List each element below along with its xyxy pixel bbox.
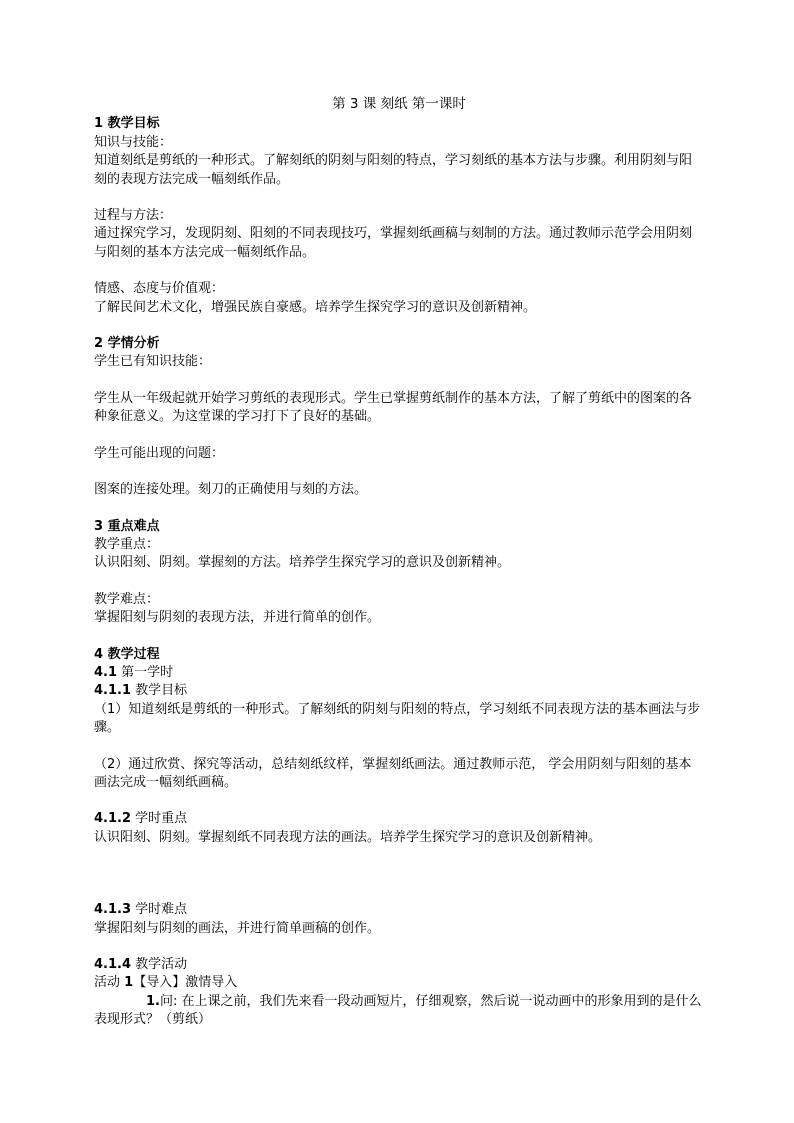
section-title: 教学过程 (107, 646, 160, 662)
activity-heading (94, 974, 704, 992)
section-number: 3 (94, 518, 104, 534)
activity-title: 【导入】激情导入 (133, 975, 238, 991)
paragraph-problem: 图案的连接处理。刻刀的正确使用与刻的方法。 (94, 482, 368, 498)
label-emotion: 情感、态度与价值观： (94, 281, 225, 297)
question-number: 1. (146, 993, 160, 1009)
paragraph-process: 通过探究学习，发现阴刻、阳刻的不同表现技巧，掌握刻纸画稿与刻制的方法。通过教师示范学会用阴刻与阳刻的基本方法完成一幅刻纸作品。 (94, 226, 693, 260)
question-paragraph (94, 993, 704, 1030)
label-key: 教学重点： (94, 536, 160, 552)
label-known: 学生已有知识技能： (94, 354, 212, 370)
subsection-title: 学时重点 (135, 811, 188, 827)
section-title: 教学目标 (107, 116, 160, 132)
question-text: 问: 在上课之前，我们先来看一段动画短片，仔细观察，然后说一说动画中的形象用到的是什么表现形式？（剪纸） (94, 993, 702, 1028)
section-number: 2 (94, 336, 104, 352)
document-page (94, 95, 704, 1030)
subsection-title: 第一学时 (121, 664, 174, 680)
subsection-number: 4.1.2 (94, 811, 132, 827)
paragraph-key-hours: 认识阳刻、阴刻。掌握刻纸不同表现方法的画法。培养学生探究学习的意识及创新精神。 (94, 829, 602, 845)
section-title: 重点难点 (107, 518, 160, 534)
page-title: 第 3 课 刻纸 第一课时 (332, 96, 466, 112)
subsection-4-1-heading (94, 664, 704, 682)
subsection-4-1-1-heading (94, 682, 704, 700)
paragraph-known: 学生从一年级起就开始学习剪纸的表现形式。学生已掌握剪纸制作的基本方法，了解了剪纸中的图案的各种象征意义。为这堂课的学习打下了良好的基础。 (94, 390, 693, 425)
section-3-heading (94, 518, 704, 536)
paragraph-emotion: 了解民间艺术文化，增强民族自豪感。培养学生探究学习的意识及创新精神。 (94, 299, 537, 315)
paragraph-goal-2: （2）通过欣赏、探究等活动，总结刻纸纹样，掌握刻纸画法。通过教师示范， 学会用阴刻与阳刻的基本画法完成一幅刻纸画稿。 (94, 756, 692, 790)
section-number: 1 (94, 116, 104, 132)
subsection-title: 教学活动 (135, 957, 188, 972)
subsection-title: 学时难点 (135, 902, 188, 918)
section-1-heading (94, 115, 704, 133)
label-knowledge: 知识与技能： (94, 134, 173, 150)
paragraph-knowledge: 知道刻纸是剪纸的一种形式。了解刻纸的阴刻与阳刻的特点，学习刻纸的基本方法与步骤。利用阴刻与阳刻的表现方法完成一幅刻纸作品。 (94, 153, 693, 187)
subsection-number: 4.1.1 (94, 683, 132, 699)
section-2-heading (94, 335, 704, 353)
activity-prefix: 活动 (94, 975, 121, 991)
label-problem: 学生可能出现的问题： (94, 445, 225, 461)
paragraph-difficulty: 掌握阳刻与阴刻的表现方法，并进行简单的创作。 (94, 610, 381, 626)
section-4-heading (94, 646, 704, 664)
activity-number: 1 (124, 975, 134, 991)
subsection-4-1-2-heading (94, 810, 704, 828)
paragraph-difficulty-hours: 掌握阳刻与阴刻的画法，并进行简单画稿的创作。 (94, 920, 381, 936)
paragraph-key: 认识阳刻、阴刻。掌握刻的方法。培养学生探究学习的意识及创新精神。 (94, 555, 511, 571)
label-process: 过程与方法： (94, 208, 173, 224)
section-number: 4 (94, 646, 104, 662)
section-title: 学情分析 (107, 336, 160, 352)
paragraph-goal-1: （1）知道刻纸是剪纸的一种形式。了解刻纸的阴刻与阳刻的特点，学习刻纸不同表现方法的基本画法与步骤。 (94, 701, 701, 736)
subsection-title: 教学目标 (135, 683, 188, 699)
subsection-number: 4.1.4 (94, 957, 132, 972)
subsection-number: 4.1.3 (94, 902, 132, 918)
subsection-4-1-3-heading (94, 901, 704, 919)
label-difficulty: 教学难点： (94, 591, 160, 607)
subsection-number: 4.1 (94, 664, 118, 680)
subsection-4-1-4-heading (94, 956, 704, 974)
